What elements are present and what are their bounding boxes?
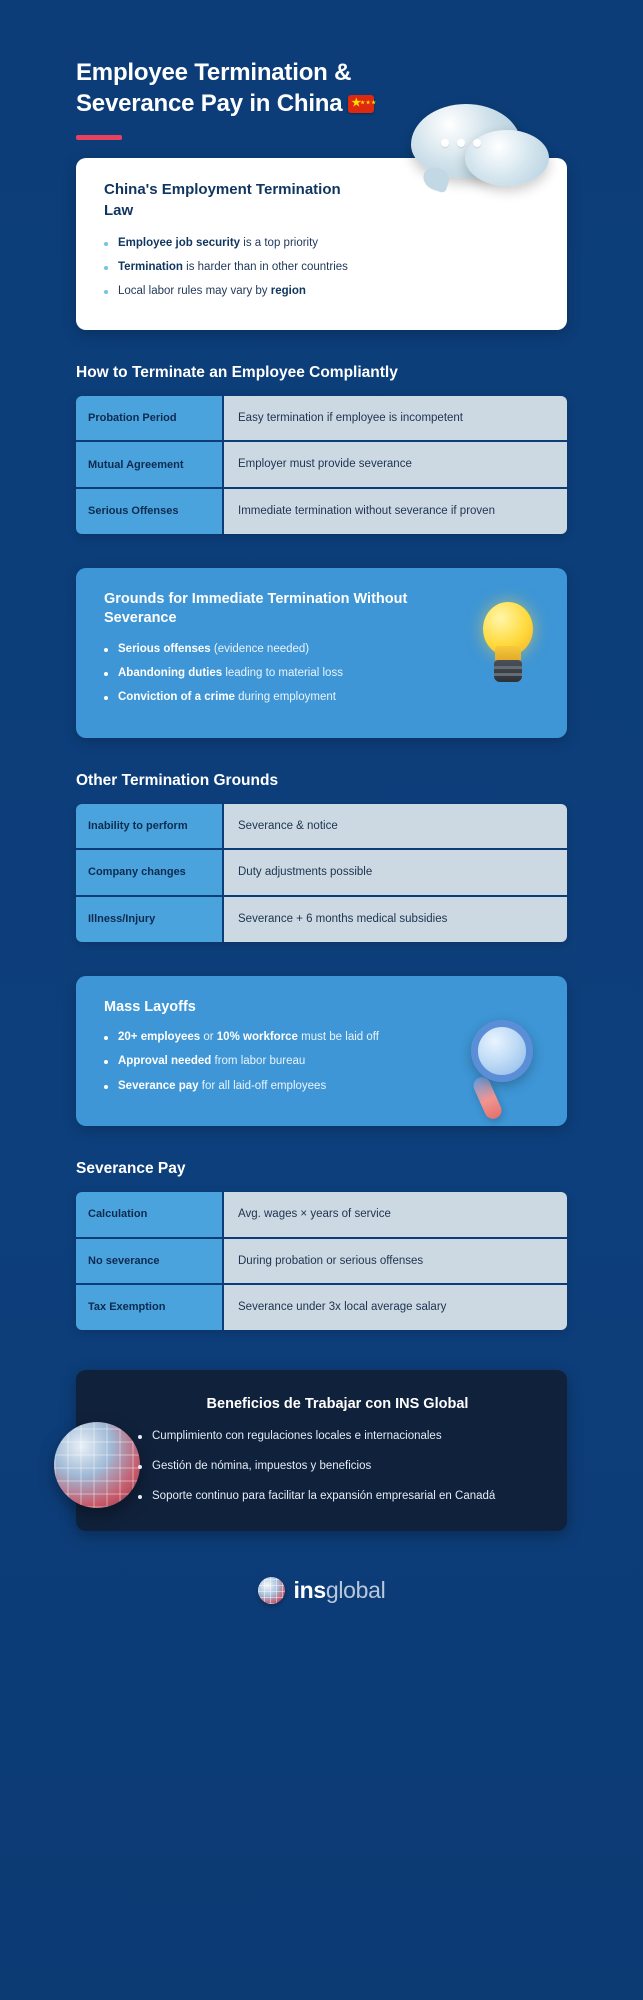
lightbulb-icon [475,602,541,694]
section-heading-severance: Severance Pay [76,1159,186,1177]
table-cell-label: Tax Exemption [76,1285,224,1330]
table-cell-value: During probation or serious offenses [224,1239,567,1284]
table-row [76,850,567,897]
table-cell-label: Inability to perform [76,804,224,849]
benefits-list [138,1428,537,1505]
page-title-line2: Severance Pay in China [76,89,343,117]
other-grounds-table [76,804,567,942]
table-cell-label: Calculation [76,1192,224,1237]
logo-wordmark [294,1577,386,1604]
table-cell-label: Mutual Agreement [76,442,224,487]
list-item: Employee job security is a top priority [104,235,543,252]
globe-logo-icon [258,1577,285,1604]
mass-layoffs-card [76,976,567,1126]
table-cell-value: Easy termination if employee is incompetent [224,396,567,441]
employment-law-card [76,158,567,329]
table-cell-label: Probation Period [76,396,224,441]
list-item: 20+ employees or 10% workforce must be laid off [104,1029,434,1046]
table-row [76,489,567,534]
table-row [76,804,567,851]
section-heading-other-grounds: Other Termination Grounds [76,771,279,789]
table-cell-label: Serious Offenses [76,489,224,534]
table-row [76,396,567,443]
list-item: Serious offenses (evidence needed) [104,641,434,658]
page-title-line1: Employee Termination & [76,59,352,86]
table-cell-label: Illness/Injury [76,897,224,942]
list-item: Approval needed from labor bureau [104,1053,434,1070]
logo-text-bold: ins [293,1577,326,1604]
section-heading-compliant: How to Terminate an Employee Compliantly [76,363,398,381]
table-cell-label: Company changes [76,850,224,895]
table-cell-value: Severance under 3x local average salary [224,1285,567,1330]
employment-law-list [104,235,543,301]
page-title [76,58,567,119]
table-row [76,1285,567,1330]
immediate-termination-heading: Grounds for Immediate Termination Without Severance [104,590,408,627]
list-item: Conviction of a crime during employment [104,689,434,706]
list-item: Gestión de nómina, impuestos y beneficios [138,1458,537,1476]
table-cell-value: Immediate termination without severance if proven [224,489,567,534]
table-row [76,1239,567,1286]
china-flag-icon [348,95,374,113]
table-cell-label: No severance [76,1239,224,1284]
logo-text-light: global [325,1577,386,1604]
benefits-heading: Beneficios de Trabajar con INS Global [206,1395,469,1412]
compliant-termination-table [76,396,567,534]
list-item: Cumplimiento con regulaciones locales e internacionales [138,1428,537,1446]
employment-law-heading: China's Employment Termination Law [104,181,341,219]
table-cell-value: Avg. wages × years of service [224,1192,567,1237]
footer-logo [76,1577,567,1638]
list-item: Termination is harder than in other countries [104,259,543,276]
immediate-termination-list [104,641,434,707]
list-item: Severance pay for all laid-off employees [104,1078,434,1095]
list-item: Abandoning duties leading to material loss [104,665,434,682]
table-row [76,442,567,489]
list-item: Local labor rules may vary by region [104,283,543,300]
globe-icon [54,1422,140,1508]
table-cell-value: Severance + 6 months medical subsidies [224,897,567,942]
severance-pay-table [76,1192,567,1330]
table-cell-value: Duty adjustments possible [224,850,567,895]
mass-layoffs-list [104,1029,434,1095]
table-cell-value: Employer must provide severance [224,442,567,487]
table-cell-value: Severance & notice [224,804,567,849]
table-row [76,1192,567,1239]
magnifier-icon [457,1020,549,1124]
benefits-card [76,1370,567,1531]
title-underline-divider [76,135,122,140]
list-item: Soporte continuo para facilitar la expansión empresarial en Canadá [138,1488,537,1506]
immediate-termination-card [76,568,567,738]
mass-layoffs-heading: Mass Layoffs [104,998,196,1015]
table-row [76,897,567,942]
